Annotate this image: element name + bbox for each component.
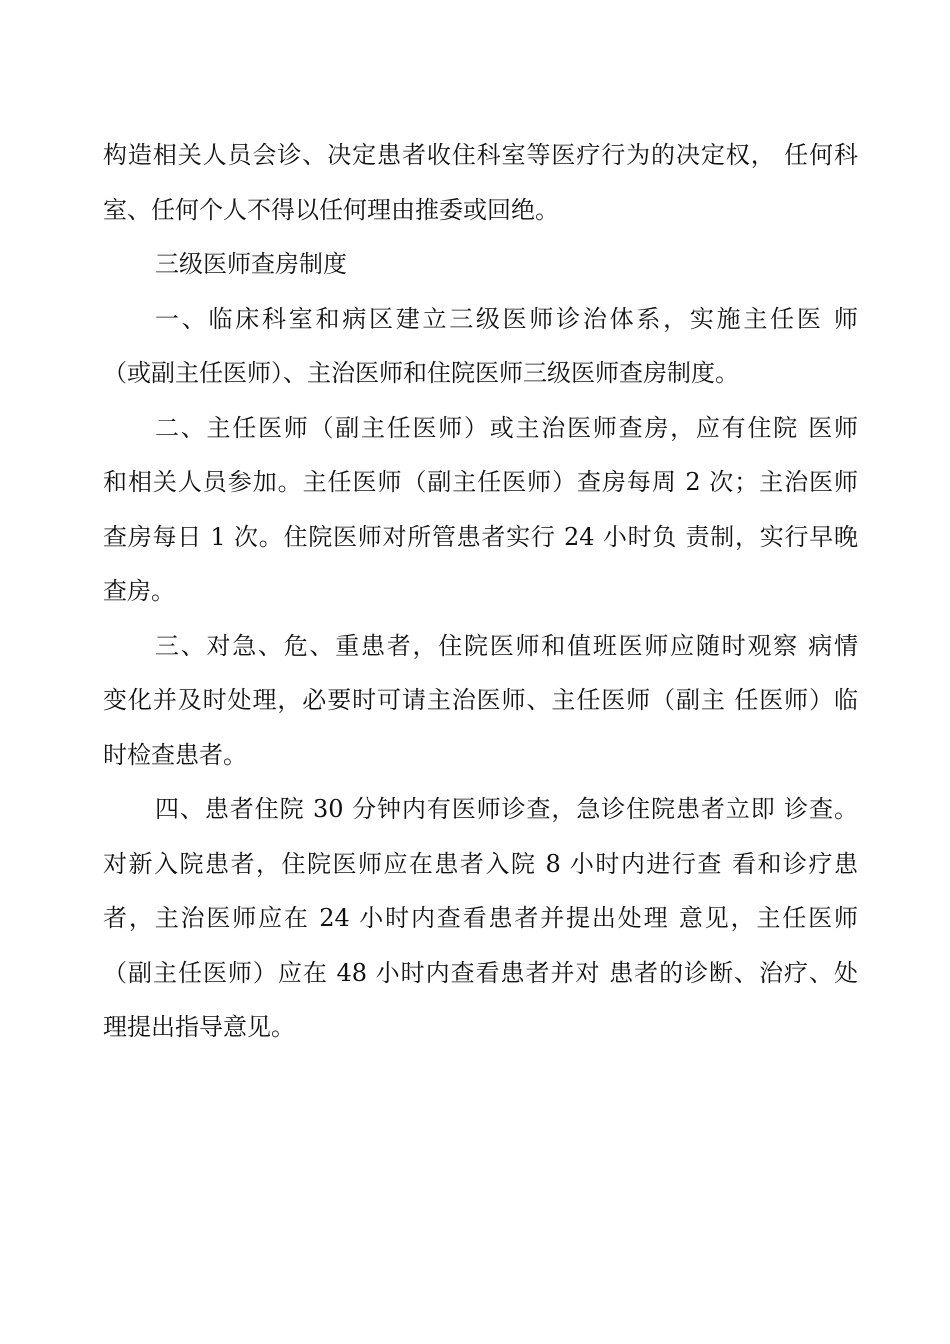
document-body bbox=[103, 128, 858, 1055]
paragraph-2 bbox=[103, 401, 858, 619]
text-line: 二、主任医师（副主任医师）或主治医师查房，应有住院 医师 bbox=[155, 413, 858, 442]
text-line: 三、对急、危、重患者，住院医师和值班医师应随时观察 病情 bbox=[155, 631, 858, 660]
text-line: 室、任何个人不得以任何理由推委或回绝。 bbox=[103, 195, 559, 224]
text-line: 四、患者住院 30 分钟内有医师诊查，急诊住院患者立即 诊查。 bbox=[155, 795, 858, 823]
paragraph-1 bbox=[103, 292, 858, 401]
text-line: 查房每日 1 次。住院医师对所管患者实行 24 小时负 责制，实行早晚 bbox=[103, 522, 858, 551]
section-heading bbox=[103, 237, 858, 292]
text-line: 者，主治医师应在 24 小时内查看患者并提出处理 意见，主任医师 bbox=[103, 904, 858, 932]
paragraph-continued bbox=[103, 128, 858, 237]
text-line: 理提出指导意见。 bbox=[103, 1013, 295, 1041]
text-line: 变化并及时处理，必要时可请主治医师、主任医师（副主 任医师）临 bbox=[103, 686, 858, 714]
text-line: （或副主任医师）、主治医师和住院医师三级医师查房制度。 bbox=[103, 359, 739, 387]
text-line: 构造相关人员会诊、决定患者收住科室等医疗行为的决定权， 任何科 bbox=[103, 141, 858, 169]
text-line: 对新入院患者，住院医师应在患者入院 8 小时内进行查 看和诊疗患 bbox=[103, 849, 858, 878]
text-line: 和相关人员参加。主任医师（副主任医师）查房每周 2 次；主治医师 bbox=[103, 468, 858, 496]
text-line: 时检查患者。 bbox=[103, 740, 247, 769]
paragraph-4 bbox=[103, 782, 858, 1055]
text-line: 查房。 bbox=[103, 577, 175, 605]
text-line: 一、临床科室和病区建立三级医师诊治体系，实施主任医 师 bbox=[155, 304, 858, 333]
text-line: （副主任医师）应在 48 小时内查看患者并对 患者的诊断、治疗、处 bbox=[103, 958, 858, 987]
paragraph-3 bbox=[103, 619, 858, 783]
heading-text: 三级医师查房制度 bbox=[155, 250, 347, 278]
